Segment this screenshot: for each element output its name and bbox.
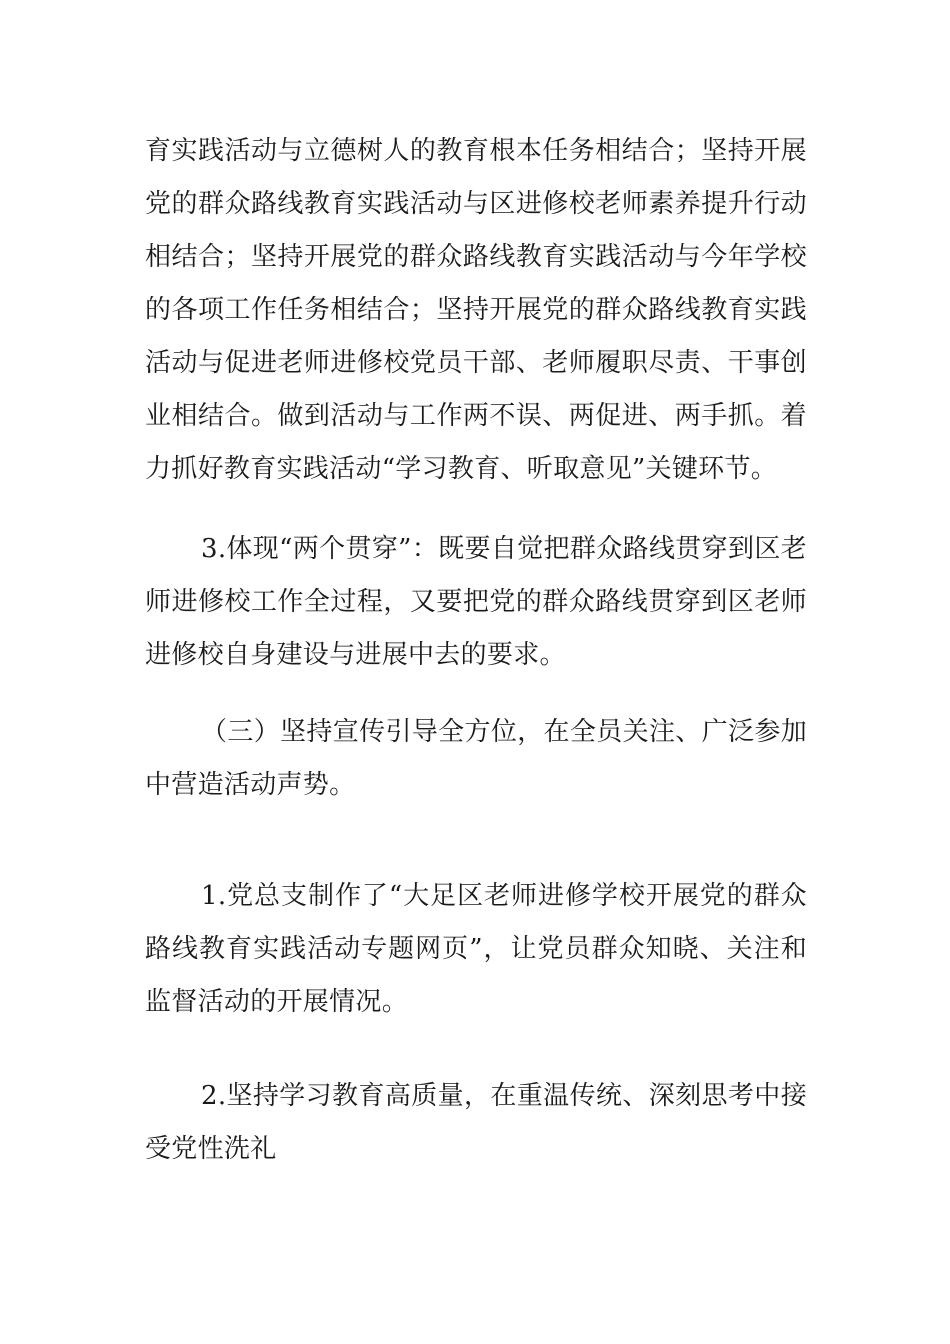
paragraph-continuation: 育实践活动与立德树人的教育根本任务相结合；坚持开展党的群众路线教育实践活动与区进修校老师素养提升行动相结合；坚持开展党的群众路线教育实践活动与今年学校的各项工作任务相结合；坚持开展党的群众路线教育实践活动与促进老师进修校党员干部、老师履职尽责、干事创业相结合。做到活动与工作两不误、两促进、两手抓。着力抓好教育实践活动“学习教育、听取意见”关键环节。 bbox=[145, 136, 807, 484]
section-heading-3: （三）坚持宣传引导全方位，在全员关注、广泛参加中营造活动声势。 bbox=[145, 717, 807, 800]
paragraph-item-1: 1.党总支制作了“大足区老师进修学校开展党的群众路线教育实践活动专题网页”，让党员群众知晓、关注和监督活动的开展情况。 bbox=[145, 881, 807, 1017]
paragraph-item-2: 2.坚持学习教育高质量，在重温传统、深刻思考中接受党性洗礼 bbox=[145, 1081, 807, 1164]
paragraph-item-3: 3.体现“两个贯穿”：既要自觉把群众路线贯穿到区老师进修校工作全过程，又要把党的群众路线贯穿到区老师进修校自身建设与进展中去的要求。 bbox=[145, 534, 807, 670]
